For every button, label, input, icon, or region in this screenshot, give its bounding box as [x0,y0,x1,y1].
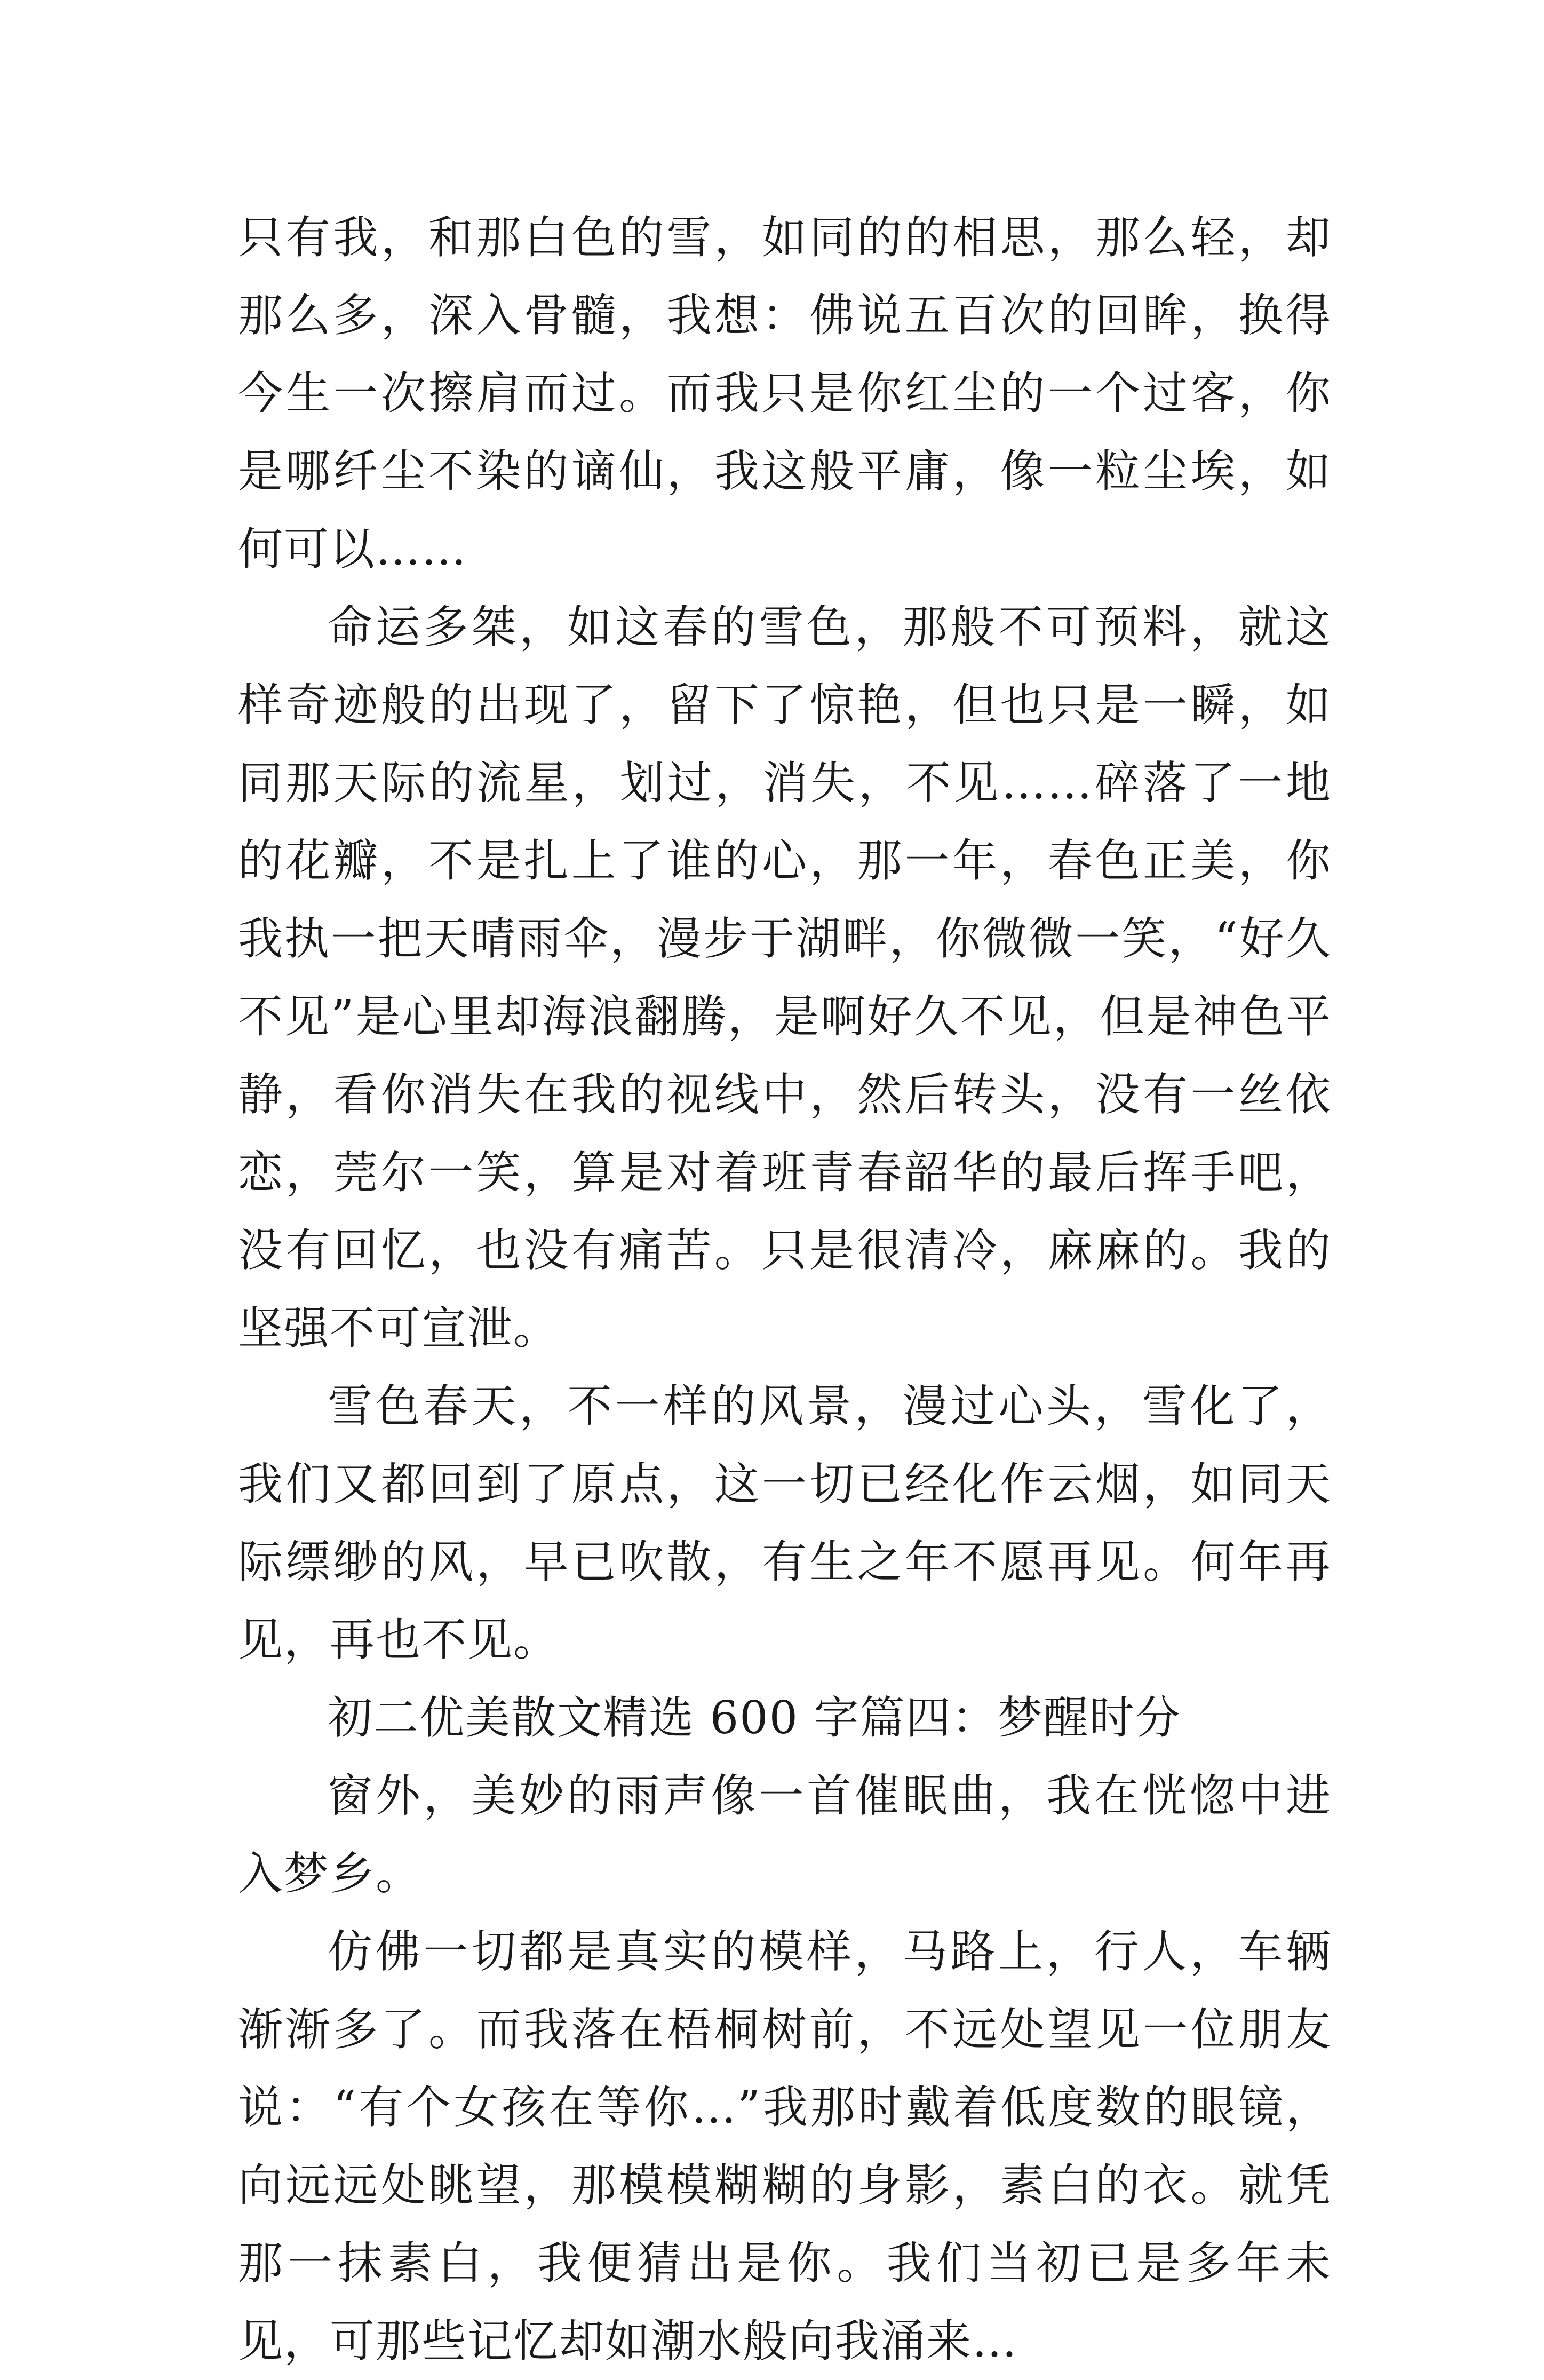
paragraph-2: 命运多桀，如这春的雪色，那般不可预料，就这样奇迹般的出现了，留下了惊艳，但也只是一瞬，如同那天际的流星，划过，消失，不见……碎落了一地的花瓣，不是扎上了谁的心，那一年，春色正美，你我执一把天晴雨伞，漫步于湖畔，你微微一笑，“好久不见”是心里却海浪翻腾，是啊好久不见，但是神色平静，看你消失在我的视线中，然后转头，没有一丝依恋，莞尔一笑，算是对着班青春韶华的最后挥手吧，没有回忆，也没有痛苦。只是很清冷，麻麻的。我的坚强不可宣泄。 [238,601,1332,1354]
paragraph-5: 仿佛一切都是真实的模样，马路上，行人，车辆渐渐多了。而我落在梧桐树前，不远处望见一位朋友说：“有个女孩在等你…”我那时戴着低度数的眼镜，向远远处眺望，那模模糊糊的身影，素白的衣。就凭那一抹素白，我便猜出是你。我们当初已是多年未见，可那些记忆却如潮水般向我涌来… [238,1925,1332,2367]
paragraph-1: 只有我，和那白色的雪，如同的的相思，那么轻，却那么多，深入骨髓，我想：佛说五百次的回眸，换得今生一次擦肩而过。而我只是你红尘的一个过客，你是哪纤尘不染的谪仙，我这般平庸，像一粒尘埃，如何可以…… [238,211,1332,575]
section-heading: 初二优美散文精选 600 字篇四：梦醒时分 [328,1692,1181,1744]
body-text [238,199,1332,2380]
paragraph-3: 雪色春天，不一样的风景，漫过心头，雪化了，我们又都回到了原点，这一切已经化作云烟，如同天际缥缈的风，早已吹散，有生之年不愿再见。何年再见，再也不见。 [238,1380,1332,1666]
paragraph-4: 窗外，美妙的雨声像一首催眠曲，我在恍惚中进入梦乡。 [238,1770,1332,1900]
